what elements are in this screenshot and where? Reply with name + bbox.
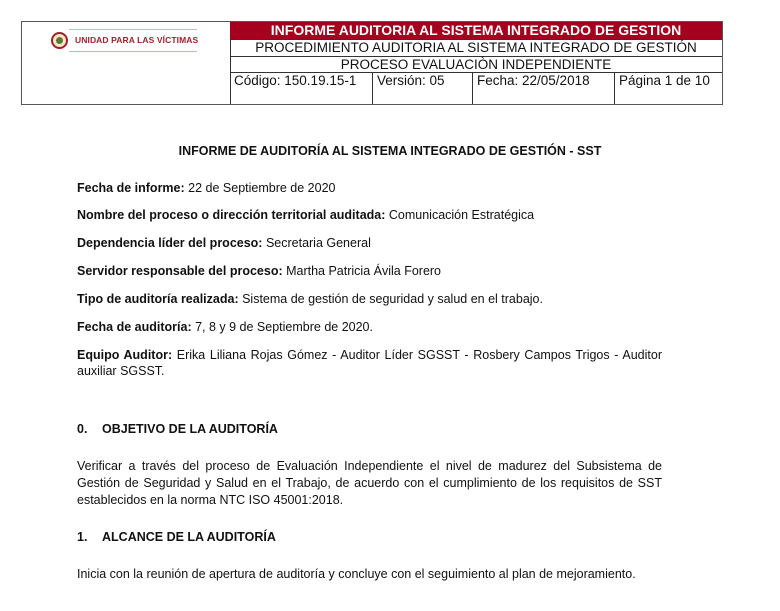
header-report-title: INFORME AUDITORIA AL SISTEMA INTEGRADO DE GESTION xyxy=(230,22,722,40)
field-label: Dependencia líder del proceso: xyxy=(77,236,263,250)
field-value: Comunicación Estratégica xyxy=(385,208,535,222)
header-codigo: Código: 150.19.15-1 xyxy=(230,73,373,104)
header-process: PROCESO EVALUACIÒN INDEPENDIENTE xyxy=(230,57,722,73)
field-tipo-auditoria xyxy=(77,291,677,307)
field-fecha-informe xyxy=(77,180,677,196)
field-value: 22 de Septiembre de 2020 xyxy=(184,181,336,195)
field-label: Fecha de auditoría: xyxy=(77,320,192,334)
field-nombre-proceso xyxy=(77,207,677,223)
section-title: OBJETIVO DE LA AUDITORÍA xyxy=(102,422,278,436)
header-version: Versión: 05 xyxy=(373,73,473,104)
logo-top-rule xyxy=(69,29,197,30)
field-dependencia xyxy=(77,235,677,251)
section-title: ALCANCE DE LA AUDITORÍA xyxy=(102,530,276,544)
header-meta-row xyxy=(230,73,722,104)
field-label: Nombre del proceso o dirección territorial auditada: xyxy=(77,208,386,222)
header-fecha: Fecha: 22/05/2018 xyxy=(473,73,615,104)
logo-bottom-rule xyxy=(69,51,197,52)
field-servidor xyxy=(77,263,677,279)
field-label: Fecha de informe: xyxy=(77,181,185,195)
section-text-alcance: Inicia con la reunión de apertura de auditoría y concluye con el seguimiento al plan de mejoramiento. xyxy=(77,567,636,581)
unidad-victimas-logo xyxy=(49,29,199,53)
coat-of-arms-icon xyxy=(51,32,68,49)
document-title: INFORME DE AUDITORÍA AL SISTEMA INTEGRADO DE GESTIÓN - SST xyxy=(178,144,602,158)
section-text-objetivo: Verificar a través del proceso de Evaluación Independiente el nivel de madurez del Subsistema de Gestión de Seguridad y Salud en el Trabajo, de acuerdo con el cumplimiento de los requisitos de SST establecidos en la norma NTC ISO 45001:2018. xyxy=(77,459,662,507)
field-value: Sistema de gestión de seguridad y salud en el trabajo. xyxy=(238,292,543,306)
field-label: Equipo Auditor: xyxy=(77,348,173,362)
header-pagina: Página 1 de 10 xyxy=(619,73,710,88)
logo-cell xyxy=(22,22,231,104)
section-number: 0. xyxy=(77,422,88,436)
field-label: Servidor responsable del proceso: xyxy=(77,264,283,278)
field-value: Secretaria General xyxy=(262,236,371,250)
field-value: 7, 8 y 9 de Septiembre de 2020. xyxy=(191,320,373,334)
section-heading-alcance xyxy=(77,530,276,544)
field-label: Tipo de auditoría realizada: xyxy=(77,292,239,306)
field-value: Erika Liliana Rojas Gómez - Auditor Líder SGSST - Rosbery Campos Trigos - Auditor auxiliar SGSST. xyxy=(77,348,662,378)
field-value: Martha Patricia Ávila Forero xyxy=(282,264,442,278)
logo-text: UNIDAD PARA LAS VÍCTIMAS xyxy=(75,35,199,45)
section-number: 1. xyxy=(77,530,88,544)
header-procedure: PROCEDIMIENTO AUDITORIA AL SISTEMA INTEGRADO DE GESTIÓN xyxy=(230,40,722,57)
section-heading-objetivo xyxy=(77,422,278,436)
field-equipo-auditor xyxy=(77,347,662,379)
field-fecha-auditoria xyxy=(77,319,677,335)
document-header-table xyxy=(21,21,723,105)
